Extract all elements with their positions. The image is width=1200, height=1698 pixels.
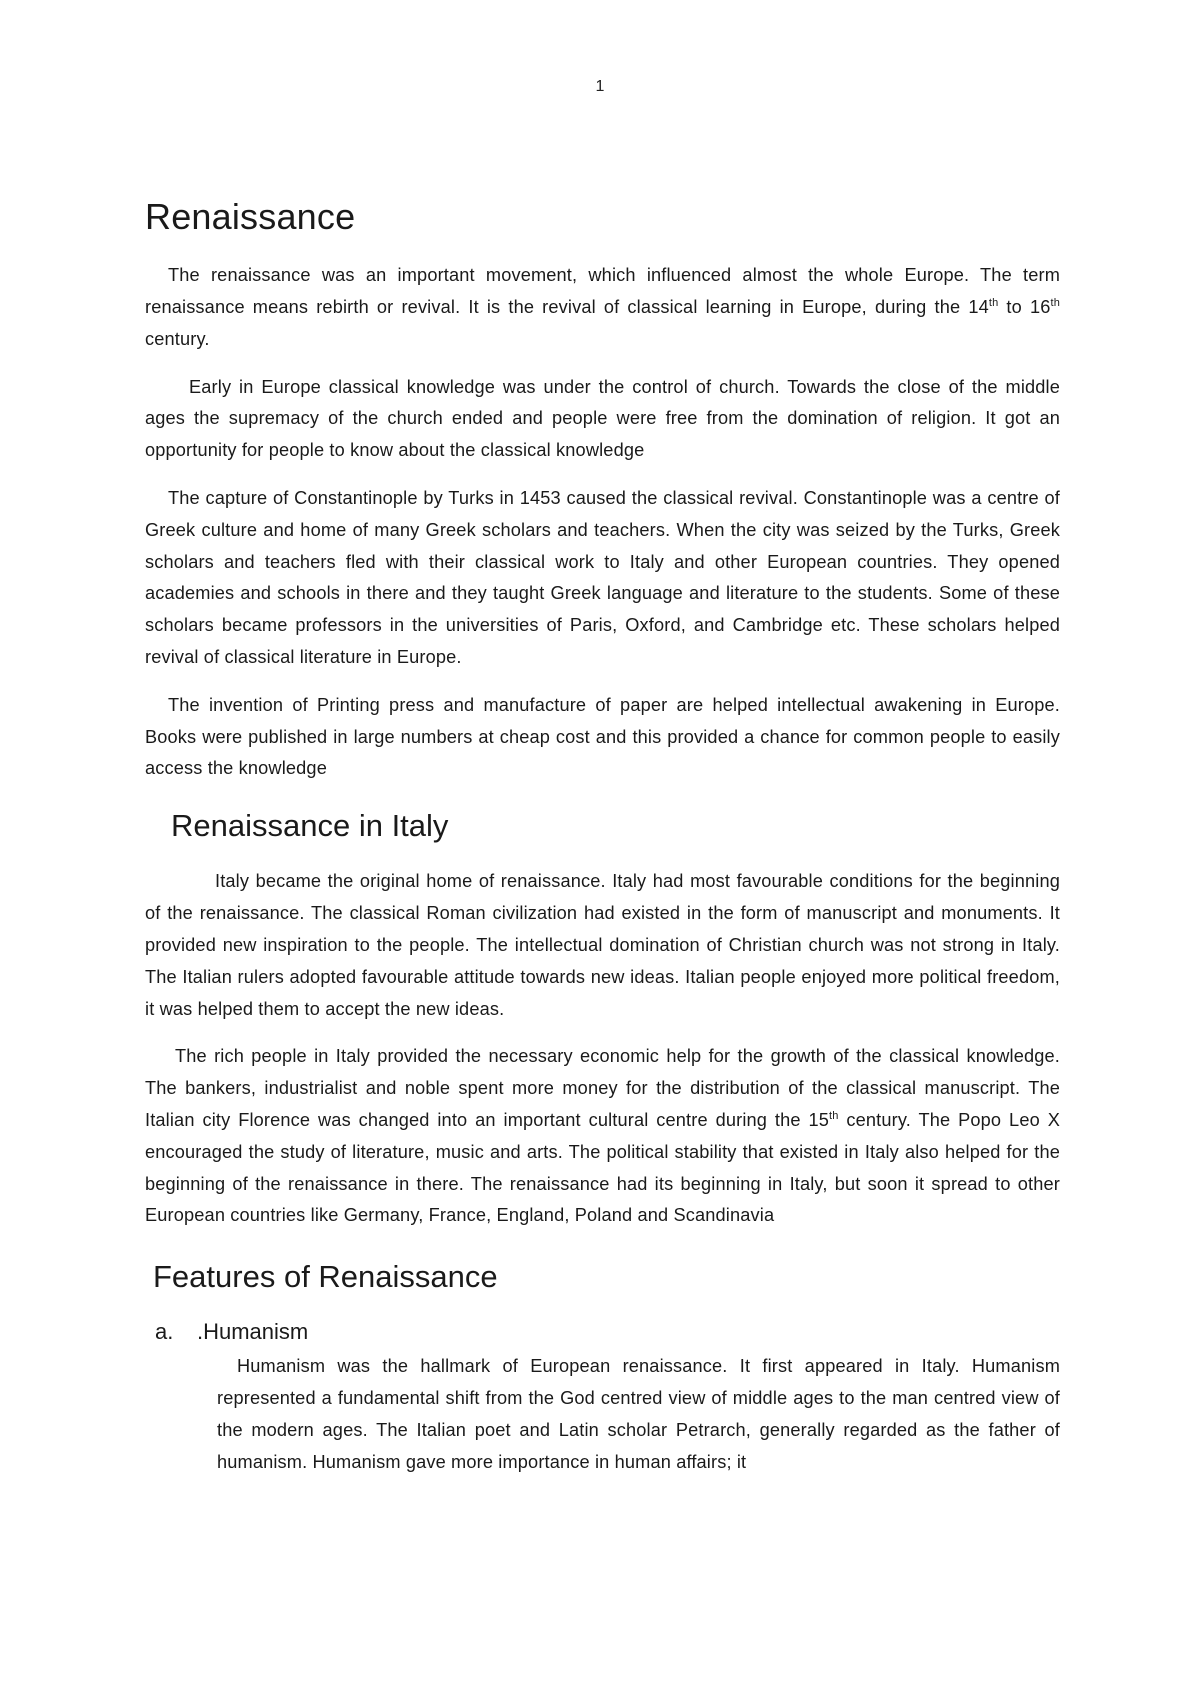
document-title: Renaissance [145, 196, 356, 237]
intro-paragraph-1 [145, 260, 1060, 355]
superscript-th: th [829, 1109, 839, 1122]
humanism-paragraph: Humanism was the hallmark of European renaissance. It first appeared in Italy. Humanism represented a fundamental shift from the God centred view of middle ages to the man centred view of the modern ages. The Italian poet and Latin scholar Petrarch, generally regarded as the father of humanism. Humanism gave more importance in human affairs; it [217, 1356, 1060, 1472]
italy-paragraph-2 [145, 1041, 1060, 1232]
superscript-th: th [988, 296, 999, 309]
section-heading-italy: Renaissance in Italy [171, 808, 449, 844]
humanism-section-body [217, 1351, 1060, 1478]
subheading-humanism [155, 1319, 1060, 1345]
intro-paragraph-1-text-b: to 16 [998, 296, 1051, 317]
intro-paragraph-4: The invention of Printing press and manufacture of paper are helped intellectual awakening in Europe. Books were published in large numbers at cheap cost and this provided a chance for common people to easily access the knowledge [145, 694, 1060, 779]
page-number: 1 [595, 78, 605, 95]
section-heading-features: Features of Renaissance [153, 1259, 498, 1295]
italy-paragraph-2-text-b: century. The Popo Leo X encouraged the study of literature, music and arts. The political stability that existed in Italy also helped for the beginning of the renaissance in there. The renaissance had its beginning in Italy, but soon it spread to other European countries like Germany, France, England, Poland and Scandinavia [145, 1109, 1060, 1226]
intro-paragraph-1-text-a: The renaissance was an important movement, which influenced almost the whole Europe. The term renaissance means rebirth or revival. It is the revival of classical learning in Europe, during the 14 [145, 265, 1060, 317]
italy-paragraph-2-text-a: The rich people in Italy provided the necessary economic help for the growth of the classical knowledge. The bankers, industrialist and noble spent more money for the distribution of the classical manuscript. The Italian city Florence was changed into an important cultural centre during the 15 [145, 1046, 1060, 1130]
subheading-humanism-title: .Humanism [197, 1319, 309, 1345]
document-body [145, 195, 1060, 1494]
intro-paragraph-2: Early in Europe classical knowledge was under the control of church. Towards the close of the middle ages the supremacy of the church ended and people were free from the domination of religion. It got an opportunity for people to know about the classical knowledge [145, 376, 1060, 461]
intro-paragraph-1-text-c: century. [145, 328, 210, 349]
intro-paragraph-3: The capture of Constantinople by Turks in 1453 caused the classical revival. Constantinople was a centre of Greek culture and home of many Greek scholars and teachers. When the city was seized by the Turks, Greek scholars and teachers fled with their classical work to Italy and other European countries. They opened academies and schools in there and they taught Greek language and literature to the students. Some of these scholars became professors in the universities of Paris, Oxford, and Cambridge etc. These scholars helped revival of classical literature in Europe. [145, 487, 1060, 667]
italy-paragraph-1: Italy became the original home of renaissance. Italy had most favourable conditions for the beginning of the renaissance. The classical Roman civilization had existed in the form of manuscript and monuments. It provided new inspiration to the people. The intellectual domination of Christian church was not strong in Italy. The Italian rulers adopted favourable attitude towards new ideas. Italian people enjoyed more political freedom, it was helped them to accept the new ideas. [145, 871, 1060, 1019]
list-marker: a. [155, 1319, 174, 1345]
superscript-th: th [1050, 296, 1060, 309]
